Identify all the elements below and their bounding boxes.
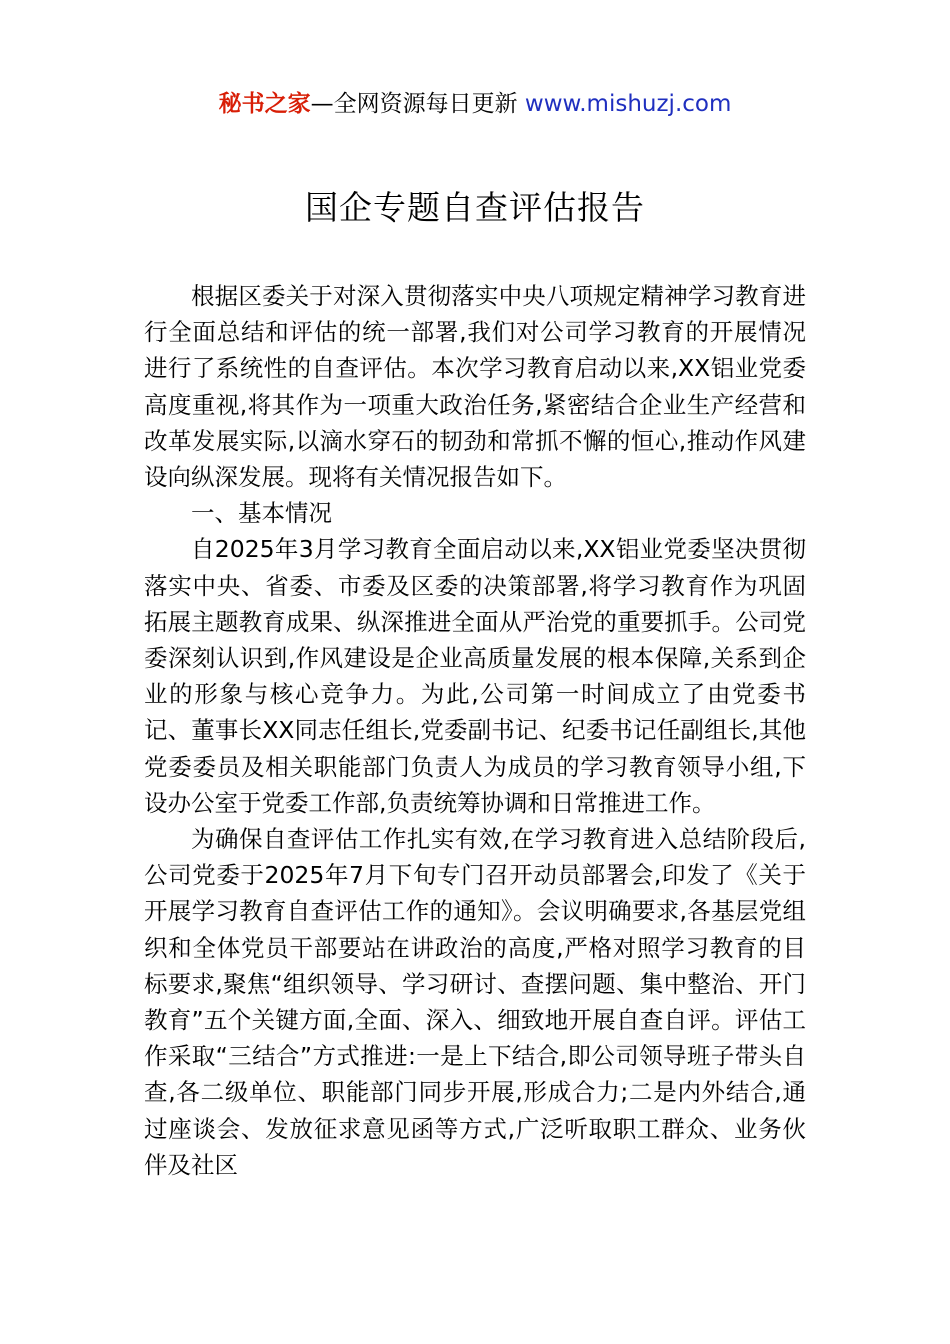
brand-name: 秘书之家 bbox=[218, 91, 311, 117]
intro-paragraph: 根据区委关于对深入贯彻落实中央八项规定精神学习教育进行全面总结和评估的统一部署,我们对公司学习教育的开展情况进行了系统性的自查评估。本次学习教育启动以来,XX铝业党委高度重视,将其作为一项重大政治任务,紧密结合企业生产经营和改革发展实际,以滴水穿石的韧劲和常抓不懈的恒心,推动作风建设向纵深发展。现将有关情况报告如下。 bbox=[144, 282, 806, 492]
site-header bbox=[0, 86, 950, 122]
body-paragraph: 为确保自查评估工作扎实有效,在学习教育进入总结阶段后,公司党委于2025年7月下旬专门召开动员部署会,印发了《关于开展学习教育自查评估工作的通知》。会议明确要求,各基层党组织和全体党员干部要站在讲政治的高度,严格对照学习教育的目标要求,聚焦“组织领导、学习研讨、查摆问题、集中整治、开门教育”五个关键方面,全面、深入、细致地开展自查自评。评估工作采取“三结合”方式推进:一是上下结合,即公司领导班子带头自查,各二级单位、职能部门同步开展,形成合力;二是内外结合,通过座谈会、发放征求意见函等方式,广泛听取职工群众、业务伙伴及社区 bbox=[144, 825, 806, 1179]
document-title: 国企专题自查评估报告 bbox=[305, 188, 645, 227]
header-tagline: —全网资源每日更新 bbox=[310, 91, 518, 117]
document-body bbox=[144, 278, 806, 1183]
site-url-link[interactable]: www.mishuzj.com bbox=[524, 91, 732, 117]
section-heading: 一、基本情况 bbox=[191, 499, 332, 528]
body-paragraph: 自2025年3月学习教育全面启动以来,XX铝业党委坚决贯彻落实中央、省委、市委及区委的决策部署,将学习教育作为巩固拓展主题教育成果、纵深推进全面从严治党的重要抓手。公司党委深刻认识到,作风建设是企业高质量发展的根本保障,关系到企业的形象与核心竞争力。为此,公司第一时间成立了由党委书记、董事长XX同志任组长,党委副书记、纪委书记任副组长,其他党委委员及相关职能部门负责人为成员的学习教育领导小组,下设办公室于党委工作部,负责统筹协调和日常推进工作。 bbox=[144, 535, 806, 817]
